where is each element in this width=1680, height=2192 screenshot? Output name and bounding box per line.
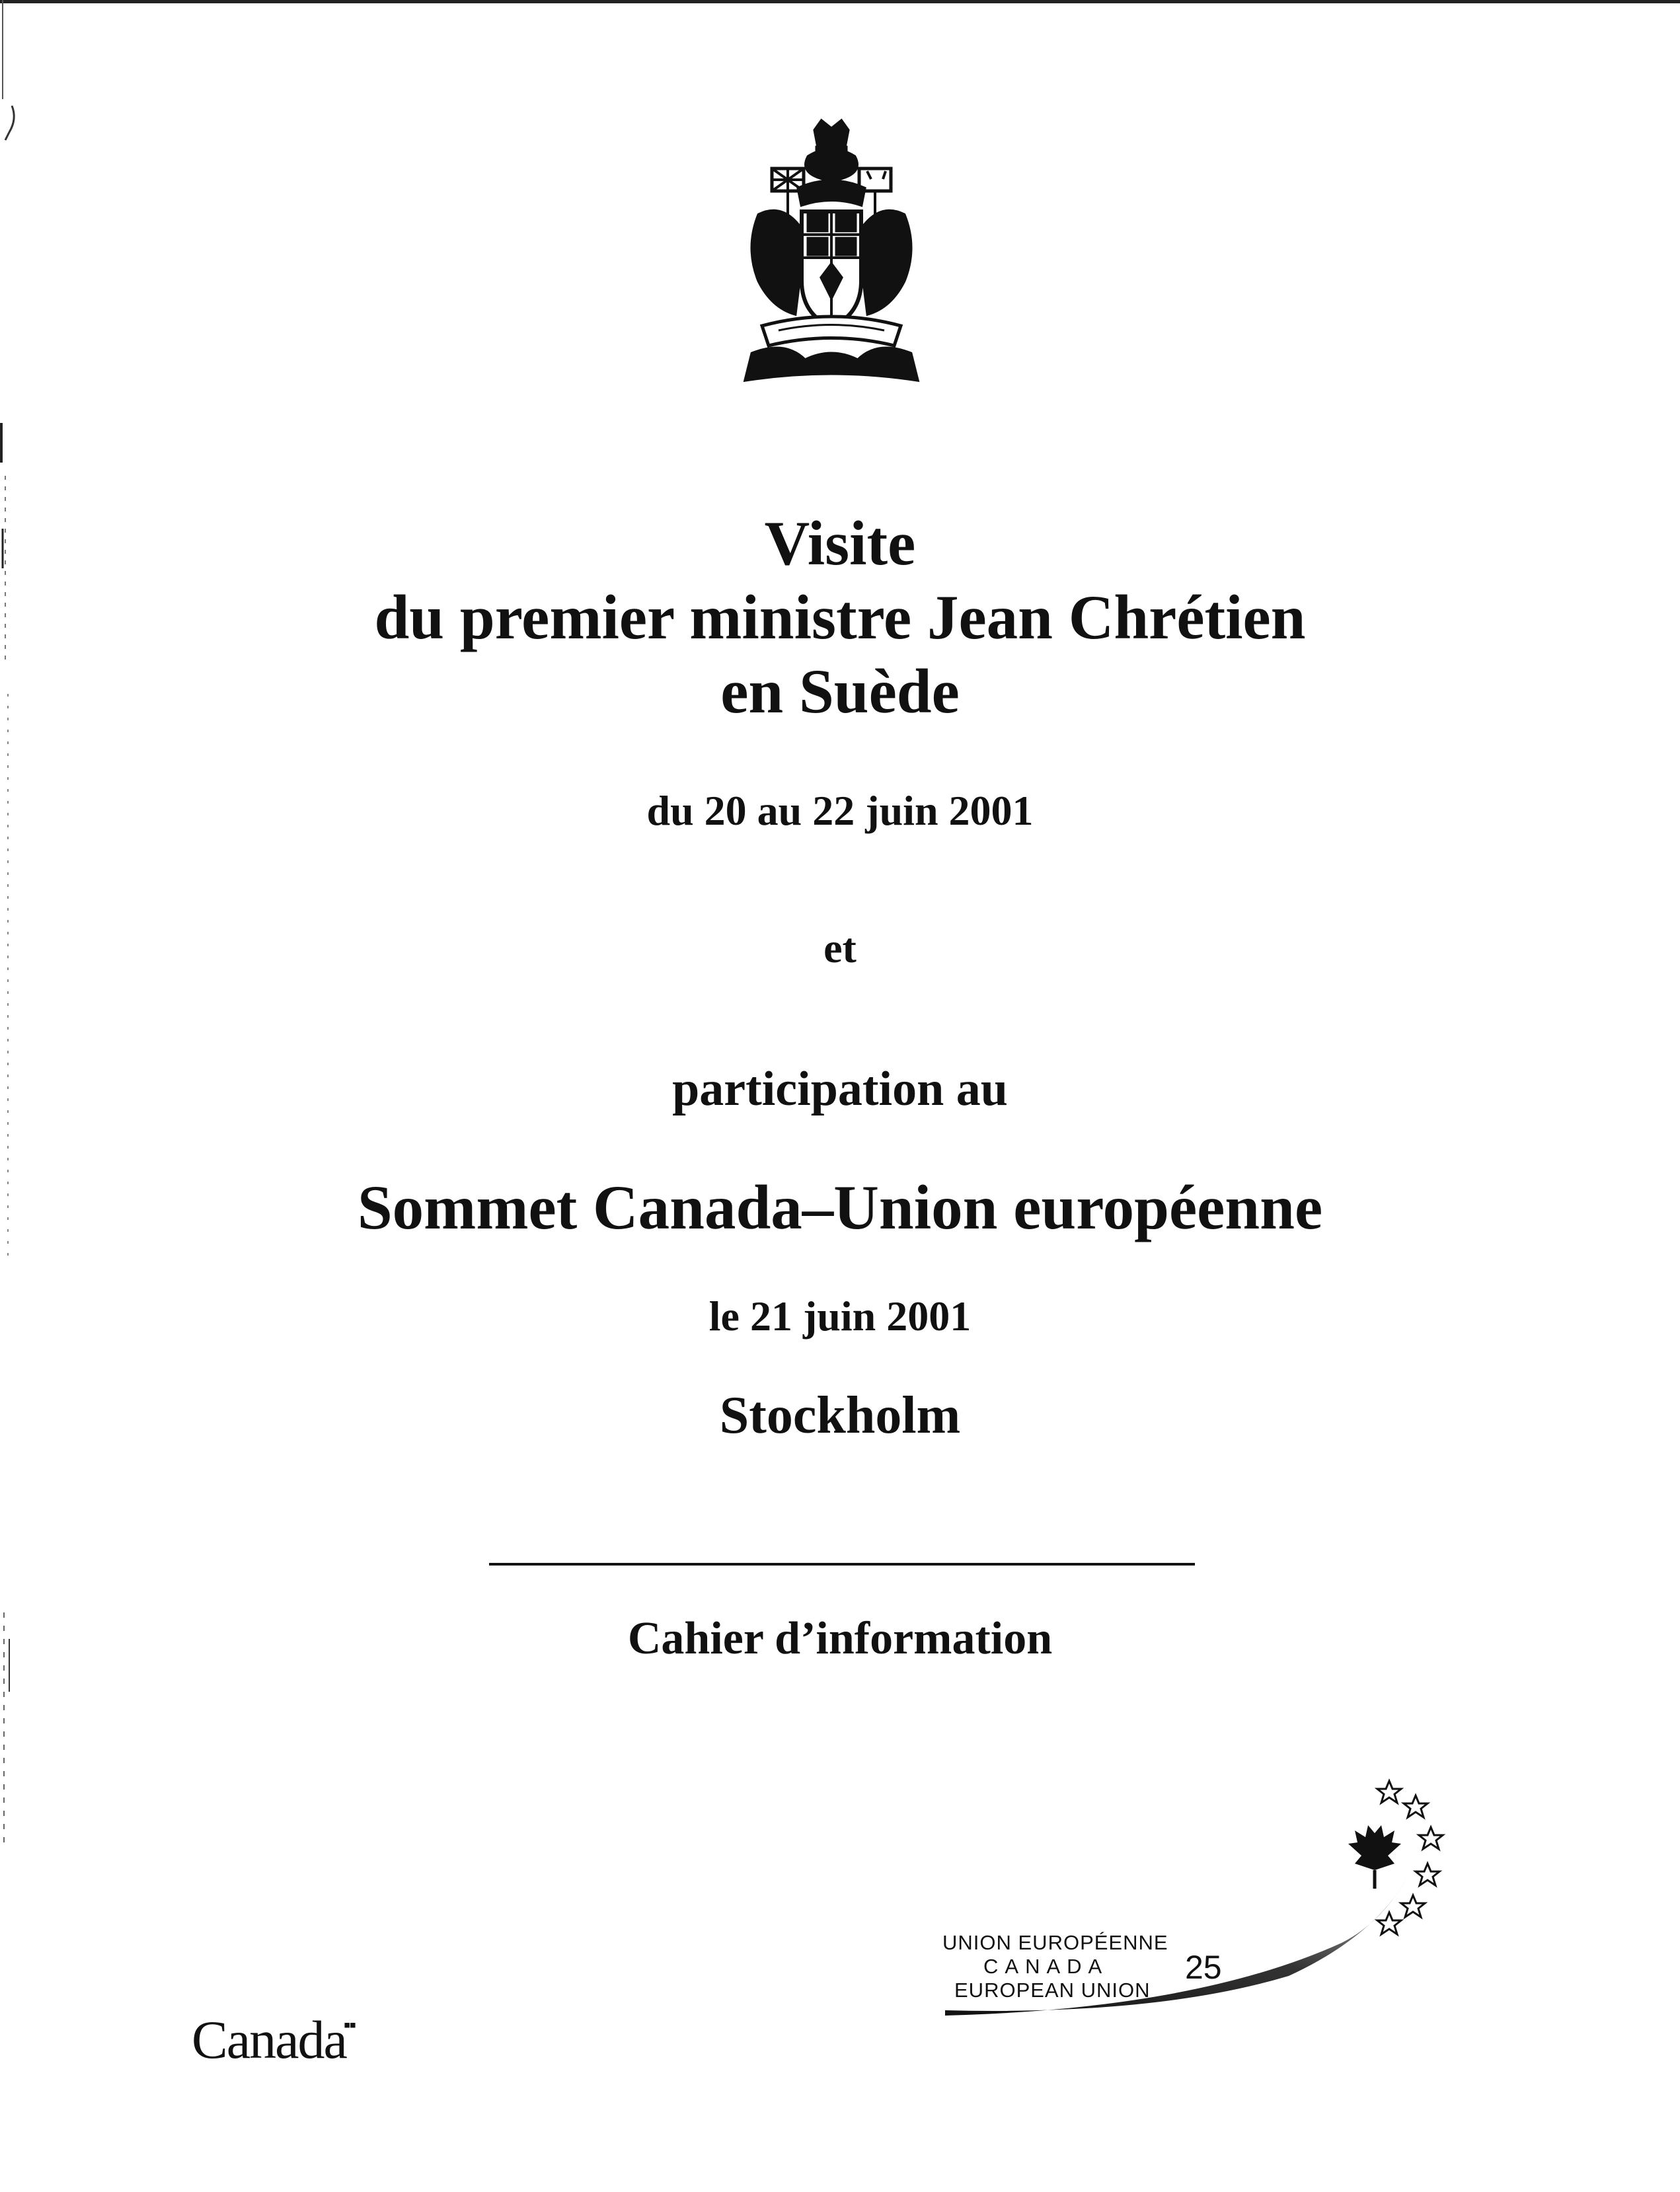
city-name: Stockholm <box>719 1386 961 1445</box>
horizontal-divider <box>489 1563 1195 1566</box>
summit-date: le 21 juin 2001 <box>708 1293 972 1340</box>
maple-leaf-icon <box>1348 1825 1401 1870</box>
canada-wordmark <box>192 2009 358 2071</box>
flag-icon: ▪▪ <box>343 2014 356 2036</box>
title-line-1: Visite <box>764 508 916 578</box>
star-icon <box>1419 1827 1443 1849</box>
visit-date-range: du 20 au 22 juin 2001 <box>646 787 1034 834</box>
eu-logo-line-3: EUROPEAN UNION <box>954 1979 1151 2002</box>
coat-of-arms-icon <box>732 116 931 393</box>
title-line-3: en Suède <box>720 656 960 726</box>
eu-logo-line-1: UNION EUROPÉENNE <box>942 1931 1168 1954</box>
summit-title: Sommet Canada–Union européenne <box>357 1172 1323 1242</box>
star-icon <box>1416 1864 1439 1885</box>
star-icon <box>1377 1912 1401 1934</box>
star-icon <box>1377 1781 1401 1803</box>
top-border-rule <box>0 0 1680 3</box>
participation-text: participation au <box>672 1062 1008 1116</box>
document-subtitle: Cahier d’information <box>627 1613 1053 1664</box>
eu-logo-number: 25 <box>1185 1949 1222 1986</box>
document-title <box>0 506 1680 728</box>
star-icon <box>1401 1895 1425 1917</box>
title-line-2: du premier ministre Jean Chrétien <box>374 582 1306 652</box>
star-icon <box>1404 1795 1428 1817</box>
conjunction-text: et <box>823 925 857 971</box>
wordmark-text: Canada <box>192 2010 346 2070</box>
eu-logo-line-2: CANADA <box>983 1955 1109 1978</box>
